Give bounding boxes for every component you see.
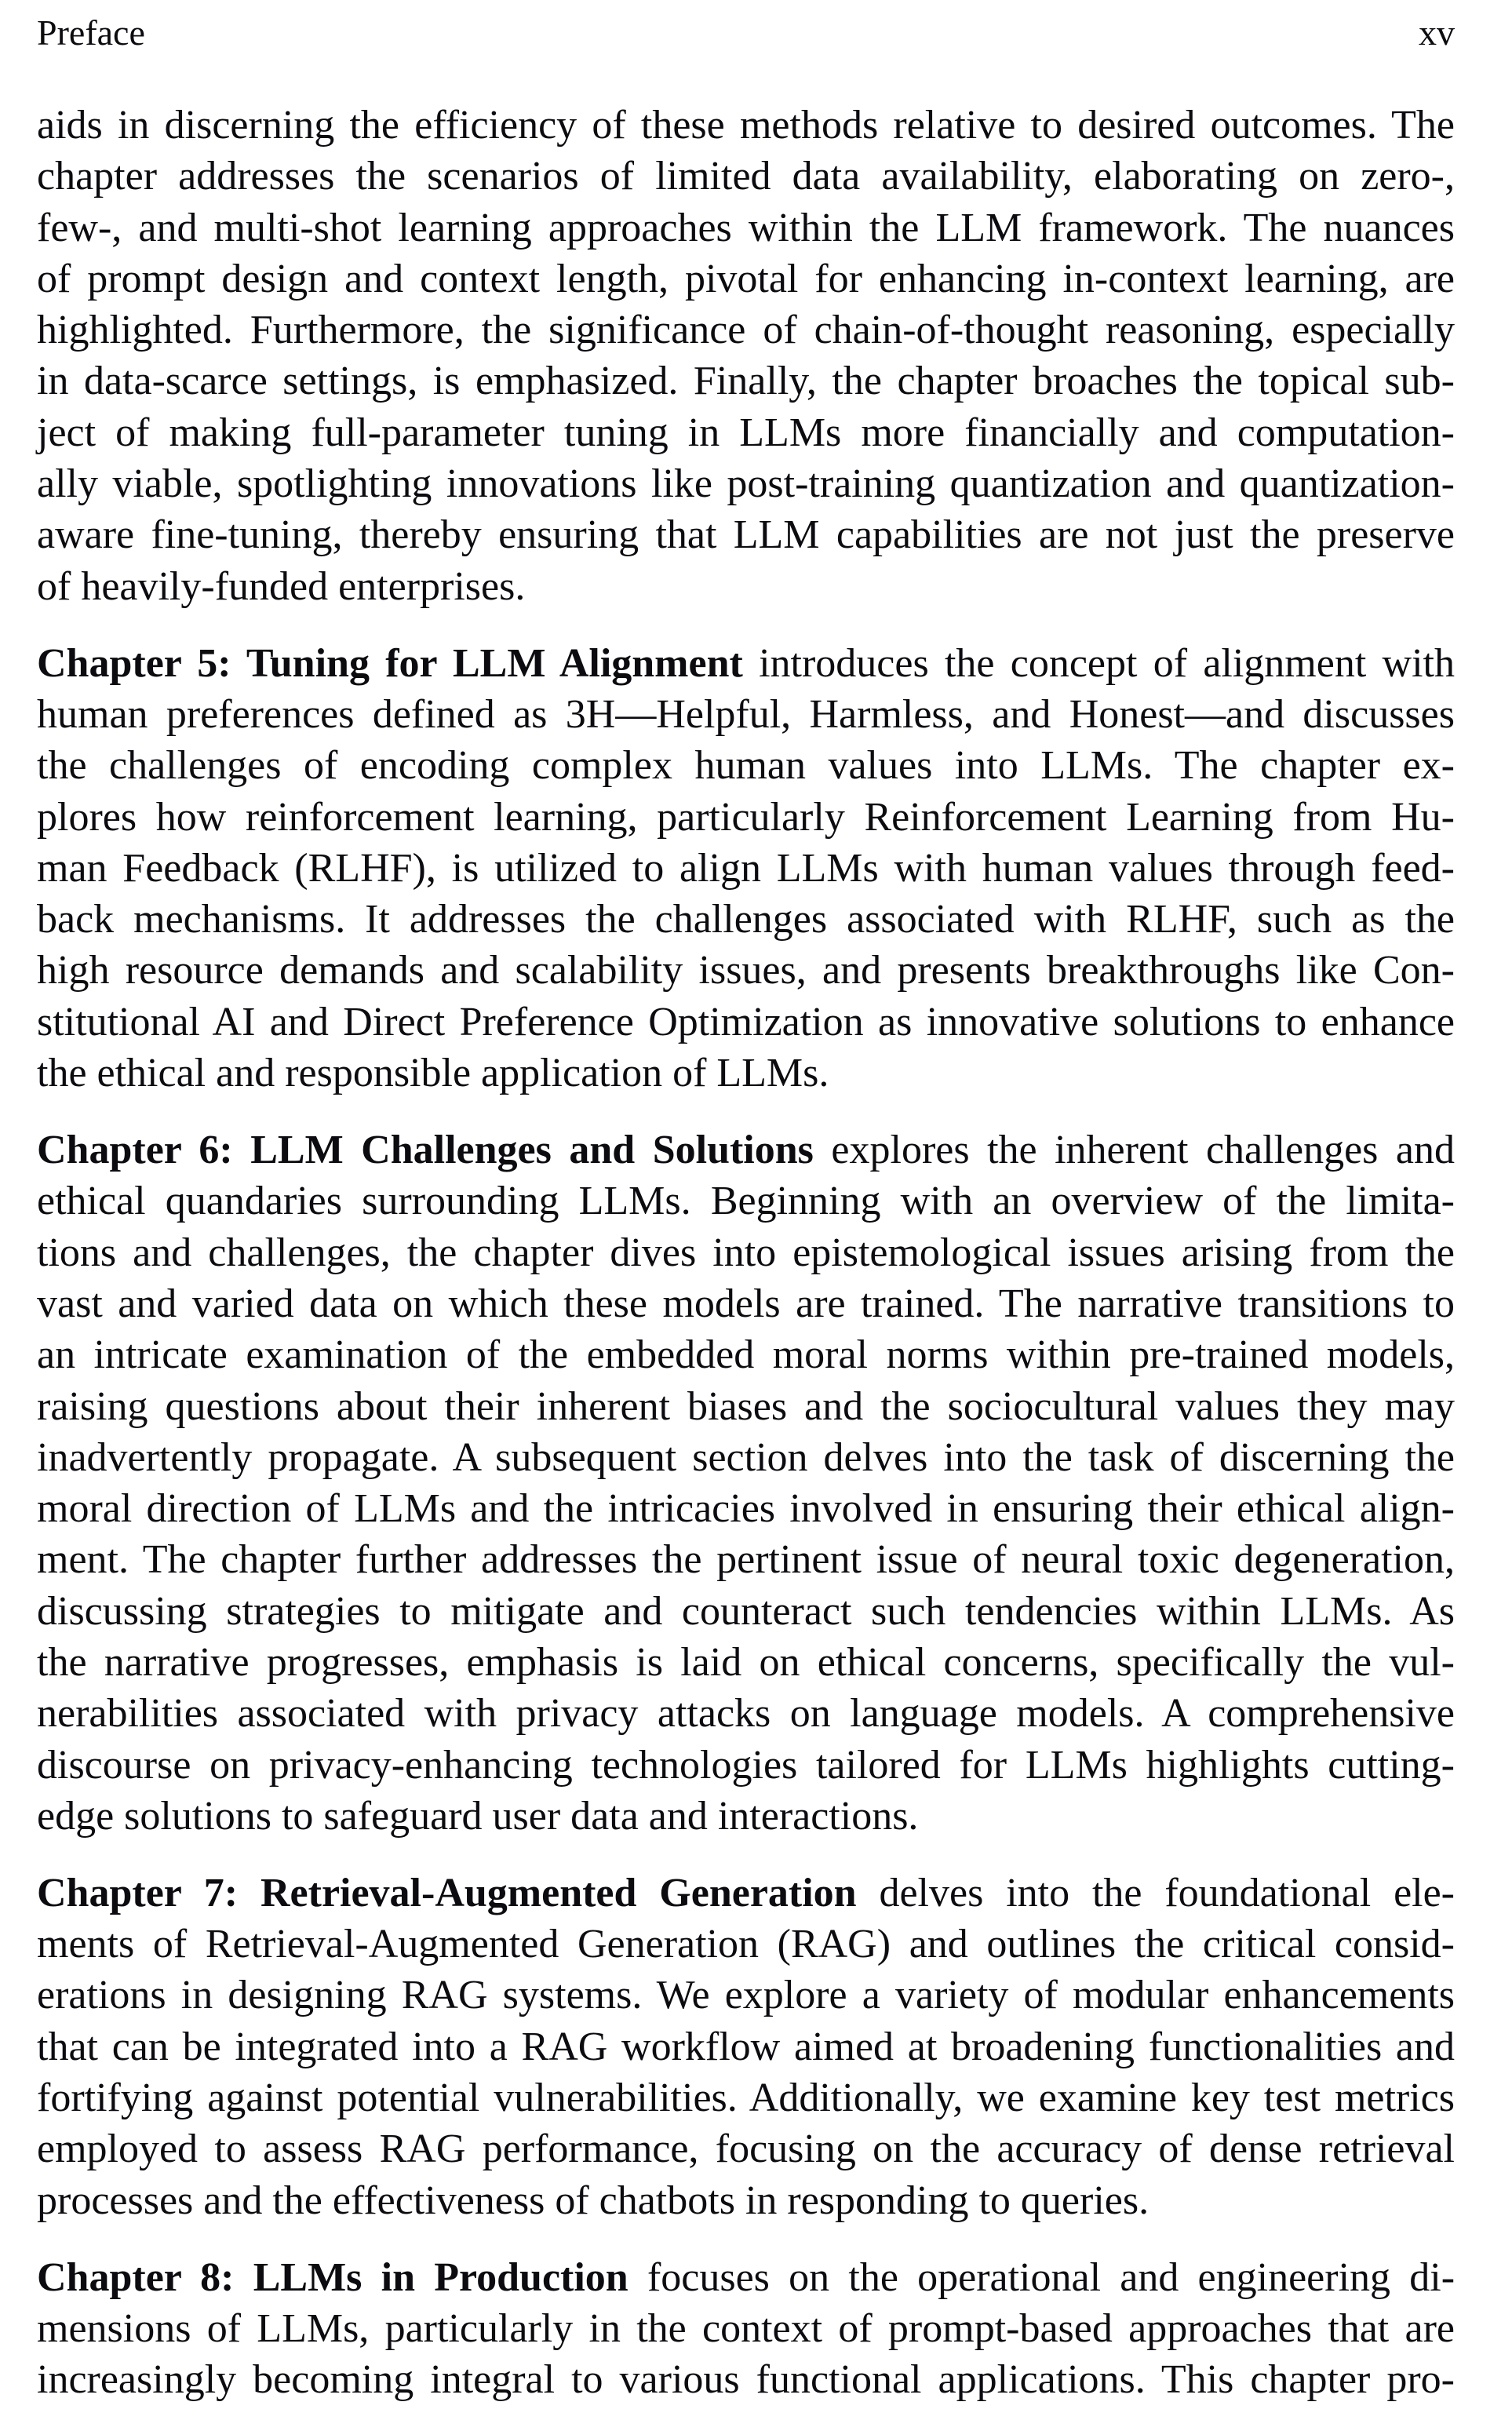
running-head-section-title: Preface [37,13,145,53]
page-number: xv [1419,13,1455,53]
text-line: increasingly becoming integral to various functional applications. This chapter pro- [37,2357,1455,2403]
text-line: few-, and multi-shot learning approaches within the LLM framework. The nuances [37,205,1455,250]
text-run: delves into the foundational ele- [856,1870,1455,1915]
text-line: human preferences defined as 3H—Helpful, Harmless, and Honest—and discusses [37,691,1455,737]
text-line: vast and varied data on which these models are trained. The narrative transitions to [37,1281,1455,1326]
text-line: tions and challenges, the chapter dives into epistemological issues arising from the [37,1230,1455,1275]
text-line: in data-scarce settings, is emphasized. Finally, the chapter broaches the topical sub- [37,359,1455,404]
chapter-5-title: Chapter 5: Tuning for LLM Alignment [37,640,743,686]
text-run: explores the inherent challenges and [813,1128,1455,1173]
text-line [37,638,1455,689]
text-line: high resource demands and scalability issues, and presents breakthroughs like Con- [37,948,1455,993]
text-line: man Feedback (RLHF), is utilized to align LLMs with human values through feed- [37,845,1455,891]
text-line: the challenges of encoding complex human values into LLMs. The chapter ex- [37,743,1455,789]
text-line: chapter addresses the scenarios of limited data availability, elaborating on zero-, [37,154,1455,199]
text-line: ment. The chapter further addresses the pertinent issue of neural toxic degeneration, [37,1537,1455,1583]
text-line [37,1868,1455,1919]
chapter-8-title: Chapter 8: LLMs in Production [37,2254,628,2300]
text-line: ally viable, spotlighting innovations like post-training quantization and quantization- [37,461,1455,507]
text-line [37,1124,1455,1175]
text-line: aids in discerning the efficiency of these methods relative to desired outcomes. The [37,103,1455,148]
paragraph-chapter-8 [37,2252,1455,2406]
running-head [37,15,1455,51]
text-line: the narrative progresses, emphasis is laid on ethical concerns, specifically the vul- [37,1639,1455,1685]
text-line: ethical quandaries surrounding LLMs. Beginning with an overview of the limita- [37,1179,1455,1224]
text-line: ject of making full-parameter tuning in LLMs more financially and computation- [37,410,1455,455]
text-line: stitutional AI and Direct Preference Optimization as innovative solutions to enhance [37,999,1455,1044]
paragraph-chapter-6 [37,1124,1455,1842]
text-line: moral direction of LLMs and the intricacies involved in ensuring their ethical align- [37,1486,1455,1532]
text-line: erations in designing RAG systems. We explore a variety of modular enhancements [37,1973,1455,2018]
text-line: plores how reinforcement learning, particularly Reinforcement Learning from Hu- [37,794,1455,840]
text-run: introduces the concept of alignment with [742,640,1455,686]
text-line: of heavily-funded enterprises. [37,563,526,609]
text-line: employed to assess RAG performance, focusing on the accuracy of dense retrieval [37,2127,1455,2172]
chapter-6-title: Chapter 6: LLM Challenges and Solutions [37,1128,814,1173]
text-line: nerabilities associated with privacy attacks on language models. A comprehensive [37,1691,1455,1737]
text-line: the ethical and responsible application of LLMs. [37,1051,829,1096]
paragraph-chapter-5 [37,638,1455,1099]
chapter-7-title: Chapter 7: Retrieval-Augmented Generation [37,1870,857,1915]
text-line: ments of Retrieval-Augmented Generation (RAG) and outlines the critical consid- [37,1922,1455,1967]
text-line: edge solutions to safeguard user data and interactions. [37,1793,919,1839]
paragraph-chapter-7 [37,1868,1455,2226]
text-line: an intricate examination of the embedded moral norms within pre-trained models, [37,1332,1455,1378]
text-line [37,2252,1455,2303]
text-run: focuses on the operational and engineering di- [628,2254,1456,2300]
text-line: aware fine-tuning, thereby ensuring that LLM capabilities are not just the preserve [37,512,1455,558]
text-line: fortifying against potential vulnerabilities. Additionally, we examine key test metrics [37,2076,1455,2121]
text-line: processes and the effectiveness of chatbots in responding to queries. [37,2178,1149,2223]
text-line: discussing strategies to mitigate and counteract such tendencies within LLMs. As [37,1588,1455,1634]
body-text [37,100,1455,2431]
text-line: highlighted. Furthermore, the significance of chain-of-thought reasoning, especially [37,308,1455,353]
paragraph-chapter-4-continued [37,100,1455,612]
text-line: mensions of LLMs, particularly in the context of prompt-based approaches that are [37,2305,1455,2351]
text-line: raising questions about their inherent biases and the sociocultural values they may [37,1383,1455,1429]
text-line: discourse on privacy-enhancing technologies tailored for LLMs highlights cutting- [37,1742,1455,1788]
text-line: back mechanisms. It addresses the challenges associated with RLHF, such as the [37,897,1455,942]
text-line: inadvertently propagate. A subsequent section delves into the task of discerning the [37,1434,1455,1480]
text-line: of prompt design and context length, pivotal for enhancing in-context learning, are [37,256,1455,301]
text-line: that can be integrated into a RAG workflow aimed at broadening functionalities and [37,2024,1455,2069]
